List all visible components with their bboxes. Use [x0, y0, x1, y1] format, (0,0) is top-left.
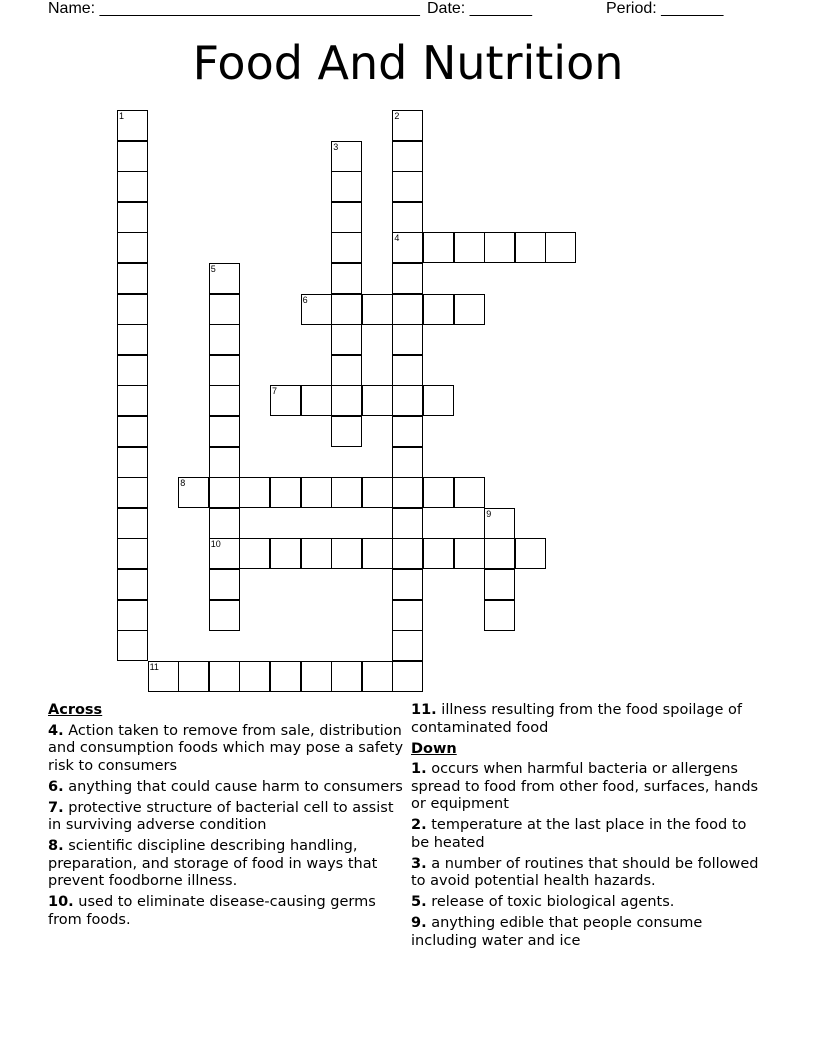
clue-item: [411, 856, 763, 891]
crossword-cell[interactable]: [484, 569, 515, 600]
across-clue-list-continued: [411, 702, 763, 737]
crossword-cell[interactable]: [331, 263, 362, 294]
clue-number: 7: [272, 386, 278, 397]
crossword-cell[interactable]: [239, 477, 270, 508]
crossword-cell[interactable]: [239, 661, 270, 692]
crossword-cell[interactable]: [117, 630, 148, 661]
crossword-cell[interactable]: [117, 110, 148, 141]
crossword-cell[interactable]: [362, 538, 393, 569]
clue-item-number: 2.: [411, 817, 427, 833]
crossword-cell[interactable]: [515, 232, 546, 263]
crossword-cell[interactable]: [331, 294, 362, 325]
clue-number: 2: [394, 111, 400, 121]
name-field-label[interactable]: Name: ____________________________________: [48, 0, 420, 17]
crossword-cell[interactable]: [209, 447, 240, 478]
crossword-cell[interactable]: [117, 141, 148, 172]
crossword-cell[interactable]: [301, 477, 332, 508]
crossword-cell[interactable]: [117, 569, 148, 600]
crossword-cell[interactable]: [362, 294, 393, 325]
clue-item-text: scientific discipline describing handling, preparation, and storage of food in ways that prevent foodborne illness.: [48, 838, 378, 889]
clue-item: [48, 800, 408, 835]
crossword-cell[interactable]: [209, 600, 240, 631]
crossword-cell[interactable]: [209, 355, 240, 386]
crossword-cell[interactable]: [117, 538, 148, 569]
crossword-cell[interactable]: [209, 416, 240, 447]
crossword-cell[interactable]: [454, 477, 485, 508]
crossword-cell[interactable]: [117, 324, 148, 355]
crossword-cell[interactable]: [270, 661, 301, 692]
crossword-cell[interactable]: [117, 232, 148, 263]
crossword-cell[interactable]: [392, 171, 423, 202]
crossword-cell[interactable]: [239, 538, 270, 569]
clue-number: 5: [210, 264, 216, 274]
clue-item: [411, 761, 763, 814]
page-title: Food And Nutrition: [192, 36, 624, 90]
period-field-label[interactable]: Period: _______: [606, 0, 724, 17]
crossword-cell[interactable]: [301, 294, 332, 325]
crossword-cell[interactable]: [392, 324, 423, 355]
crossword-cell[interactable]: [484, 508, 515, 539]
crossword-cell[interactable]: [423, 477, 454, 508]
crossword-cell[interactable]: [454, 538, 485, 569]
clue-item: [411, 702, 763, 737]
clue-item-number: 11.: [411, 702, 437, 718]
clue-item: [411, 894, 763, 912]
crossword-cell[interactable]: [423, 294, 454, 325]
across-clue-list: [48, 723, 408, 930]
clue-item-text: used to eliminate disease-causing germs from foods.: [48, 894, 376, 928]
crossword-cell[interactable]: [209, 294, 240, 325]
clue-item-text: anything edible that people consume including water and ice: [411, 915, 703, 949]
crossword-cell[interactable]: [392, 232, 423, 263]
clue-item-text: a number of routines that should be followed to avoid potential health hazards.: [411, 855, 759, 889]
crossword-cell[interactable]: [392, 508, 423, 539]
clue-item-number: 6.: [48, 778, 64, 795]
crossword-cell[interactable]: [331, 141, 362, 172]
crossword-cell[interactable]: [331, 202, 362, 233]
clue-item-number: 7.: [48, 799, 64, 816]
clue-item-number: 3.: [411, 855, 427, 872]
crossword-cell[interactable]: [270, 385, 301, 416]
crossword-cell[interactable]: [331, 661, 362, 692]
crossword-cell[interactable]: [545, 232, 576, 263]
clue-number: 8: [180, 478, 186, 489]
clue-number: 11: [149, 661, 159, 672]
crossword-cell[interactable]: [301, 538, 332, 569]
crossword-cell[interactable]: [392, 263, 423, 294]
crossword-cell[interactable]: [484, 600, 515, 631]
clue-item-number: 1.: [411, 761, 427, 777]
clue-item-text: temperature at the last place in the food to be heated: [411, 817, 747, 851]
crossword-cell[interactable]: [209, 661, 240, 692]
crossword-cell[interactable]: [117, 447, 148, 478]
crossword-cell[interactable]: [331, 355, 362, 386]
clue-item-number: 5.: [411, 894, 427, 910]
crossword-cell[interactable]: [454, 294, 485, 325]
clue-item-number: 8.: [48, 838, 64, 854]
crossword-cell[interactable]: [209, 263, 240, 294]
clue-item: [48, 838, 408, 891]
crossword-cell[interactable]: [484, 538, 515, 569]
clue-number: 4: [394, 233, 400, 244]
crossword-cell[interactable]: [454, 232, 485, 263]
crossword-cell[interactable]: [392, 630, 423, 661]
clue-item-number: 9.: [411, 915, 427, 931]
crossword-cell[interactable]: [117, 171, 148, 202]
clue-item-number: 10.: [48, 894, 74, 910]
date-field-label[interactable]: Date: _______: [427, 0, 532, 17]
across-clues-column: [48, 702, 408, 933]
crossword-cell[interactable]: [392, 447, 423, 478]
crossword-cell[interactable]: [117, 477, 148, 508]
clue-item-text: protective structure of bacterial cell to assist in surviving adverse condition: [48, 799, 394, 833]
crossword-cell[interactable]: [117, 600, 148, 631]
clue-item: [48, 779, 408, 797]
crossword-cell[interactable]: [117, 202, 148, 233]
crossword-cell[interactable]: [392, 661, 423, 692]
crossword-cell[interactable]: [209, 508, 240, 539]
crossword-cell[interactable]: [484, 232, 515, 263]
clue-item-text: illness resulting from the food spoilage of contaminated food: [411, 702, 742, 736]
crossword-cell[interactable]: [362, 477, 393, 508]
crossword-cell[interactable]: [117, 416, 148, 447]
clue-item-number: 4.: [48, 722, 64, 739]
crossword-cell[interactable]: [423, 232, 454, 263]
crossword-cell[interactable]: [148, 661, 179, 692]
crossword-cell[interactable]: [117, 385, 148, 416]
crossword-cell[interactable]: [270, 538, 301, 569]
crossword-cell[interactable]: [392, 569, 423, 600]
crossword-cell[interactable]: [178, 477, 209, 508]
crossword-cell[interactable]: [301, 385, 332, 416]
crossword-cell[interactable]: [423, 385, 454, 416]
clue-item: [411, 817, 763, 852]
down-clues-column: [411, 702, 763, 954]
crossword-cell[interactable]: [270, 477, 301, 508]
crossword-cell[interactable]: [117, 294, 148, 325]
crossword-cell[interactable]: [209, 385, 240, 416]
down-heading: Down: [411, 740, 457, 757]
clue-item: [48, 723, 408, 776]
crossword-cell[interactable]: [515, 538, 546, 569]
clue-item: [48, 894, 408, 929]
crossword-cell[interactable]: [209, 538, 240, 569]
crossword-cell[interactable]: [301, 661, 332, 692]
crossword-cell[interactable]: [392, 477, 423, 508]
crossword-cell[interactable]: [331, 538, 362, 569]
crossword-cell[interactable]: [117, 508, 148, 539]
clue-number: 3: [333, 141, 339, 152]
clue-item-text: Action taken to remove from sale, distribution and consumption foods which may pose a safety risk to consumers: [48, 722, 404, 774]
crossword-cell[interactable]: [392, 294, 423, 325]
clue-number: 10: [210, 539, 221, 550]
crossword-cell[interactable]: [392, 600, 423, 631]
crossword-cell[interactable]: [117, 355, 148, 386]
crossword-cell[interactable]: [392, 355, 423, 386]
crossword-cell[interactable]: [362, 661, 393, 692]
clue-item: [411, 915, 763, 950]
clue-number: 1: [119, 111, 125, 121]
crossword-cell[interactable]: [392, 141, 423, 172]
crossword-cell[interactable]: [178, 661, 209, 692]
crossword-cell[interactable]: [392, 110, 423, 141]
clue-item-text: release of toxic biological agents.: [426, 894, 675, 910]
crossword-cell[interactable]: [331, 324, 362, 355]
crossword-cell[interactable]: [392, 202, 423, 233]
crossword-cell[interactable]: [331, 416, 362, 447]
crossword-cell[interactable]: [331, 385, 362, 416]
clue-item-text: anything that could cause harm to consumers: [63, 778, 403, 795]
crossword-cell[interactable]: [209, 477, 240, 508]
crossword-cell[interactable]: [331, 477, 362, 508]
crossword-cell[interactable]: [392, 385, 423, 416]
crossword-cell[interactable]: [362, 385, 393, 416]
crossword-cell[interactable]: [209, 324, 240, 355]
crossword-cell[interactable]: [331, 232, 362, 263]
crossword-cell[interactable]: [117, 263, 148, 294]
crossword-cell[interactable]: [392, 538, 423, 569]
crossword-cell[interactable]: [331, 171, 362, 202]
down-clue-list: [411, 761, 763, 950]
clue-number: 6: [302, 294, 308, 305]
crossword-cell[interactable]: [209, 569, 240, 600]
clue-number: 9: [486, 508, 492, 519]
clue-item-text: occurs when harmful bacteria or allergens spread to food from other food, surfaces, hands or equipment: [411, 761, 759, 812]
across-heading: Across: [48, 702, 103, 718]
crossword-cell[interactable]: [423, 538, 454, 569]
crossword-cell[interactable]: [392, 416, 423, 447]
